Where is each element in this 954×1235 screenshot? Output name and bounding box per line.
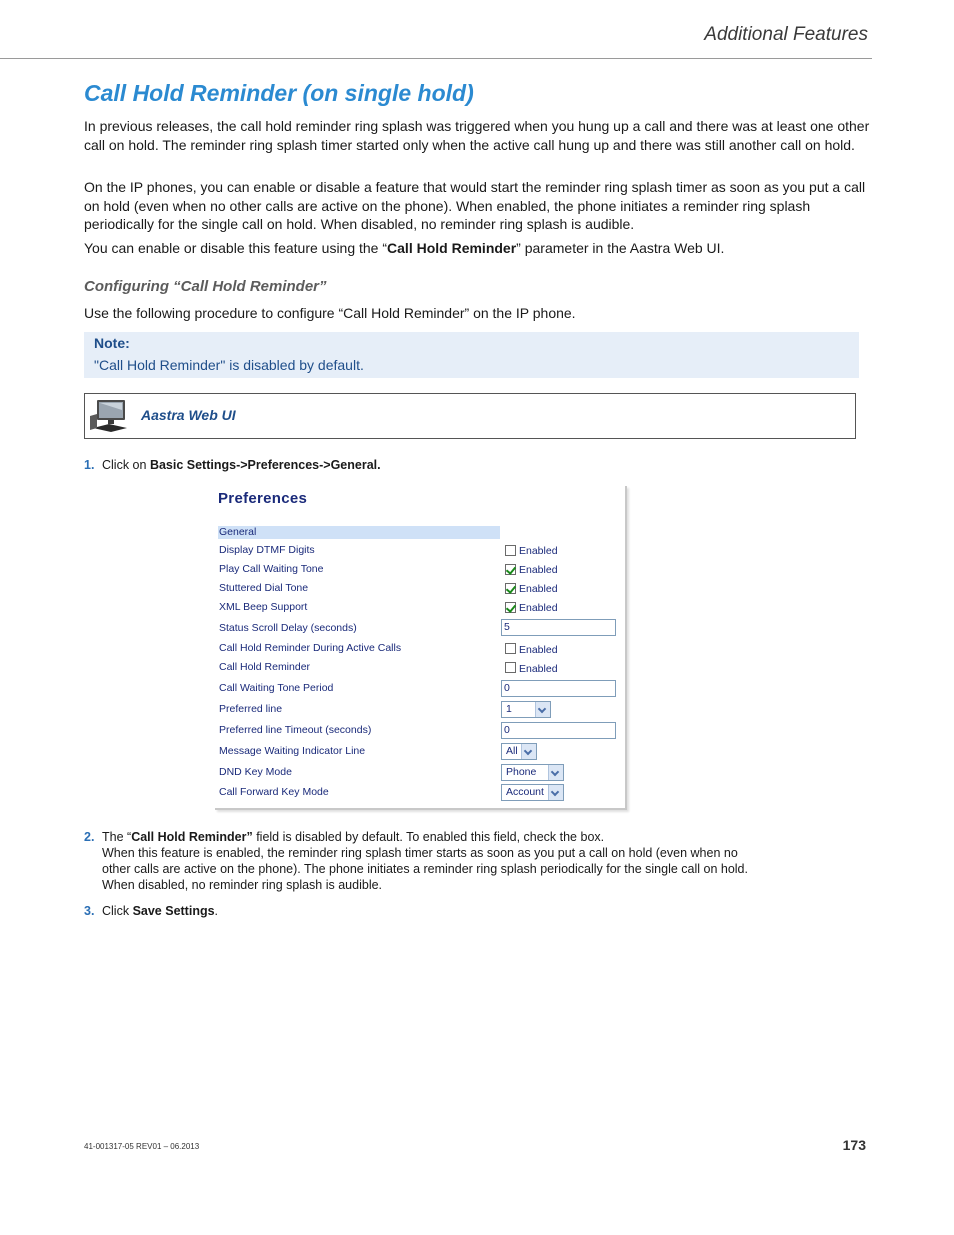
pref-checkbox-stuttered-dial-tone[interactable] [505,583,516,594]
pref-select-value: Account [506,786,544,798]
step-2-post: field is disabled by default. To enabled this field, check the box. [252,830,605,844]
preferences-section-general: General [218,526,500,539]
webui-box [84,393,856,439]
step-2-pre: The “ [102,830,132,844]
pref-checkbox-label: Enabled [519,564,558,576]
pref-label-xml-beep: XML Beep Support [219,601,308,613]
pref-label-display-dtmf: Display DTMF Digits [219,544,315,556]
pref-checkbox-call-hold-reminder[interactable] [505,662,516,673]
pref-checkbox-label: Enabled [519,602,558,614]
preferences-panel [215,486,627,810]
step-2-field: Call Hold Reminder” [131,830,253,844]
step-number: 2. [84,830,95,844]
pref-input-status-scroll-delay[interactable]: 5 [501,619,616,636]
pref-checkbox-xml-beep[interactable] [505,602,516,613]
pref-input-call-waiting-period[interactable]: 0 [501,680,616,697]
computer-monitor-icon [89,398,129,434]
note-label: Note: [94,335,130,351]
chevron-down-icon [548,765,563,780]
footer-page-number: 173 [842,1137,866,1153]
step-3-pre: Click [102,904,133,918]
webui-label: Aastra Web UI [141,407,236,423]
pref-checkbox-label: Enabled [519,545,558,557]
pref-label-preferred-line: Preferred line [219,703,283,715]
step-body [102,829,752,893]
preferences-title: Preferences [218,490,308,507]
pref-select-value: Phone [506,766,537,778]
pref-select-value: 1 [506,703,512,715]
pref-label-hold-reminder-active: Call Hold Reminder During Active Calls [219,642,402,654]
header-rule [0,58,872,59]
pref-checkbox-label: Enabled [519,644,558,656]
step-body [102,457,752,473]
subheading: Configuring “Call Hold Reminder” [84,278,327,295]
procedure-intro: Use the following procedure to configure “Call Hold Reminder” on the IP phone. [84,305,576,321]
chevron-down-icon [535,702,550,717]
step-number: 1. [84,458,95,472]
step-number: 3. [84,904,95,918]
note-box [84,332,859,378]
pref-label-stuttered-dial-tone: Stuttered Dial Tone [219,582,309,594]
pref-label-status-scroll-delay: Status Scroll Delay (seconds) [219,622,357,634]
footer-doc-number: 41-001317-05 REV01 – 06.2013 [84,1142,200,1151]
step-1-path: Basic Settings->Preferences->General. [149,458,381,472]
paragraph-parameter-post: ” parameter in the Aastra Web UI. [516,240,725,256]
paragraph-intro: In previous releases, the call hold reminder ring splash was triggered when you hung up a call and there was at least one other call on hold. The reminder ring splash timer started only when the active call hung up and there was still another call on hold. [84,118,870,153]
step-3-post: . [214,904,219,918]
paragraph-parameter [84,239,870,258]
step-1-pre: Click on [102,458,150,472]
pref-select-dnd-key-mode[interactable] [501,764,564,781]
header-section: Additional Features [704,24,868,45]
pref-input-preferred-line-timeout[interactable]: 0 [501,722,616,739]
step-2-detail: When this feature is enabled, the reminder ring splash timer starts as soon as you put a call on hold (even when no other calls are active on the phone). The phone initiates a reminder ring splash periodically for the single call on hold. When disabled, no reminder ring splash is audible. [102,846,748,892]
pref-checkbox-label: Enabled [519,663,558,675]
paragraph-parameter-bold: Call Hold Reminder [387,240,517,256]
pref-label-mwi-line: Message Waiting Indicator Line [219,745,366,757]
pref-label-call-forward-key-mode: Call Forward Key Mode [219,786,329,798]
note-text: "Call Hold Reminder" is disabled by default. [94,357,364,373]
pref-select-value: All [506,745,518,757]
chevron-down-icon [548,785,563,800]
step-3-action: Save Settings [132,904,215,918]
chevron-down-icon [521,744,536,759]
pref-select-mwi-line[interactable] [501,743,537,760]
paragraph-feature: On the IP phones, you can enable or disable a feature that would start the reminder ring splash timer as soon as you put a call on hold (even when no other calls are active on the phone). When enabled, the phone initiates a reminder ring splash periodically for the single call on hold. When disabled, no reminder ring splash is audible. [84,179,866,232]
pref-checkbox-display-dtmf[interactable] [505,545,516,556]
pref-label-play-call-waiting: Play Call Waiting Tone [219,563,324,575]
step-body [102,903,752,919]
paragraph-parameter-pre: You can enable or disable this feature using the “ [84,240,388,256]
page-title: Call Hold Reminder (on single hold) [84,80,474,106]
pref-select-call-forward-key-mode[interactable] [501,784,564,801]
pref-checkbox-hold-reminder-active[interactable] [505,643,516,654]
pref-label-call-waiting-period: Call Waiting Tone Period [219,682,334,694]
pref-label-preferred-line-timeout: Preferred line Timeout (seconds) [219,724,372,736]
pref-checkbox-play-call-waiting[interactable] [505,564,516,575]
pref-checkbox-label: Enabled [519,583,558,595]
pref-label-dnd-key-mode: DND Key Mode [219,766,292,778]
pref-label-call-hold-reminder: Call Hold Reminder [219,661,311,673]
pref-select-preferred-line[interactable] [501,701,551,718]
